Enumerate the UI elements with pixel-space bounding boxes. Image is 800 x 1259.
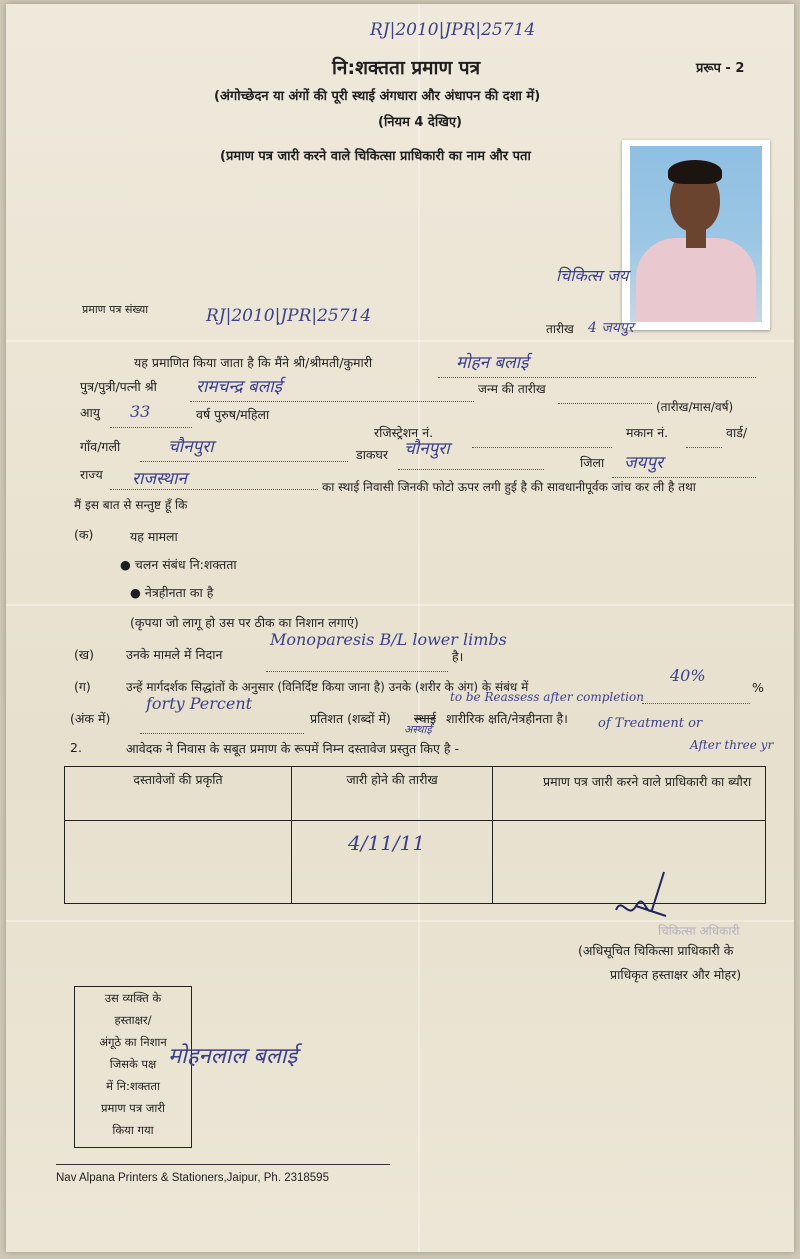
option-locomotor: ● चलन संबंध नि:शक्तता xyxy=(120,557,237,572)
village-label: गाँव/गली xyxy=(80,439,121,454)
certificate-number-label: प्रमाण पत्र संख्या xyxy=(82,303,149,316)
option-blindness: ● नेत्रहीनता का है xyxy=(130,585,214,600)
intro-label: यह प्रमाणित किया जाता है कि मैंने श्री/श्रीमती/कुमारी xyxy=(134,355,373,370)
section-2-marker: 2. xyxy=(70,740,82,755)
printer-footer: Nav Alpana Printers & Stationers,Jaipur, Ph. 2318595 xyxy=(56,1172,329,1184)
bullet-icon: ● xyxy=(130,585,141,600)
applicant-name: मोहन बलाई xyxy=(456,353,529,373)
paper-fold-horizontal xyxy=(6,604,794,606)
bullet-icon: ● xyxy=(120,557,131,572)
registration-label: रजिस्ट्रेशन नं. xyxy=(374,425,434,440)
percent-value: 40% xyxy=(670,666,706,685)
margin-note-3: After three yr xyxy=(690,738,774,752)
inserted-word: अस्थाई xyxy=(404,723,432,736)
paper-fold-horizontal xyxy=(6,340,794,342)
authority-caption-1: (अधिसूचित चिकित्सा प्राधिकारी के xyxy=(578,943,734,958)
applicant-signature: मोहनलाल बलाई xyxy=(168,1044,298,1069)
diagnosis-value: Monoparesis B/L lower limbs xyxy=(270,630,507,649)
section-kha-marker: (ख) xyxy=(74,647,94,662)
date-value: 4 जयपुर xyxy=(588,320,634,336)
form-number: प्ररूप - 2 xyxy=(696,61,745,76)
struck-word: स्थाई xyxy=(414,711,436,726)
margin-note-2: of Treatment or xyxy=(598,716,703,731)
page-subtitle: (अंगोच्छेदन या अंगों की पूरी स्थाई अंगधारा और अंधापन की दशा में) xyxy=(214,89,541,104)
section-kha-end: है। xyxy=(452,649,464,664)
rule-reference: (नियम 4 देखिए) xyxy=(378,115,462,130)
words-prefix: (अंक में) xyxy=(70,711,111,726)
dob-format: (तारीख/मास/वर्ष) xyxy=(656,400,734,414)
section-2-text: आवेदक ने निवास के सबूत प्रमाण के रूपमें निम्न दस्तावेज प्रस्तुत किए है - xyxy=(126,741,459,756)
age-label: आयु xyxy=(80,405,101,420)
table-header-issue-date: जारी होने की तारीख xyxy=(292,767,493,821)
authority-signature xyxy=(606,866,676,930)
table-cell-nature xyxy=(65,821,292,904)
reference-handwritten: RJ|2010|JPR|25714 xyxy=(370,20,536,40)
section-kha-label: उनके मामले में निदान xyxy=(126,647,223,662)
state-label: राज्य xyxy=(80,467,103,482)
applicant-photo xyxy=(622,140,770,330)
age-value: 33 xyxy=(130,402,151,421)
certificate-number-value: RJ|2010|JPR|25714 xyxy=(206,306,372,326)
sigbox-line: किया गया xyxy=(112,1123,154,1137)
house-label: मकान नं. xyxy=(626,425,669,440)
table-cell-issue-date: 4/11/11 xyxy=(348,831,426,855)
margin-note-1: to be Reassess after completion xyxy=(450,690,644,704)
state-value: राजस्थान xyxy=(132,469,187,489)
father-name: रामचन्द्र बलाई xyxy=(196,377,282,397)
footer-rule xyxy=(56,1164,390,1165)
district-label: जिला xyxy=(580,455,605,470)
sigbox-line: जिसके पक्ष xyxy=(109,1057,157,1071)
authority-caption-2: प्राधिकृत हस्ताक्षर और मोहर) xyxy=(610,967,742,982)
relation-label: पुत्र/पुत्री/पत्नी श्री xyxy=(80,379,157,394)
table-header-nature: दस्तावेजों की प्रकृति xyxy=(65,767,292,821)
sigbox-line: उस व्यक्ति के xyxy=(104,991,162,1005)
section-ga-label: उन्हें मार्गदर्शक सिद्धांतों के अनुसार (विनिर्दिष्ट किया जाना है) उनके (शरीर के अंग) के संबंध में xyxy=(126,680,529,694)
sigbox-line: प्रमाण पत्र जारी xyxy=(100,1101,166,1115)
section-ga-marker: (ग) xyxy=(74,679,91,694)
percent-sign: % xyxy=(752,680,764,695)
words-label: प्रतिशत (शब्दों में) xyxy=(310,711,391,726)
dob-label: जन्म की तारीख xyxy=(478,382,546,396)
resident-text: का स्थाई निवासी जिनकी फोटो ऊपर लगी हुई है की सावधानीपूर्वक जांच कर ली है तथा xyxy=(322,480,696,494)
page-title: नि:शक्तता प्रमाण पत्र xyxy=(332,57,481,79)
words-value: forty Percent xyxy=(146,694,253,713)
village-value: चौनपुरा xyxy=(168,437,214,457)
gender-label: वर्ष पुरुष/महिला xyxy=(196,407,270,422)
section-ka-marker: (क) xyxy=(74,527,94,542)
sigbox-line: अंगूठे का निशान xyxy=(99,1035,167,1049)
section-ga-rest: शारीरिक क्षति/नेत्रहीनता है। xyxy=(446,711,568,726)
satisfied-text: मैं इस बात से सन्तुष्ट हूँ कि xyxy=(74,498,188,512)
ward-label: वार्ड/ xyxy=(726,425,748,440)
authority-line: (प्रमाण पत्र जारी करने वाले चिकित्सा प्राधिकारी का नाम और पता xyxy=(220,149,531,164)
table-header-authority: प्रमाण पत्र जारी करने वाले प्राधिकारी का ब्यौरा xyxy=(493,767,766,821)
sigbox-line: हस्ताक्षर/ xyxy=(114,1013,152,1027)
authority-stamp: चिकित्सा अधिकारी xyxy=(658,924,740,938)
section-ka-note: (कृपया जो लागू हो उस पर ठीक का निशान लगाएं) xyxy=(130,615,359,630)
post-value: चौनपुरा xyxy=(404,439,450,459)
section-ka-label: यह मामला xyxy=(130,529,178,544)
post-label: डाकघर xyxy=(356,447,389,462)
paper-fold-vertical xyxy=(418,4,420,1252)
official-stamp-partial: चिकित्स जय xyxy=(556,266,629,285)
date-label: तारीख xyxy=(546,322,574,336)
district-value: जयपुर xyxy=(624,453,664,473)
sigbox-line: में नि:शक्तता xyxy=(106,1079,160,1093)
